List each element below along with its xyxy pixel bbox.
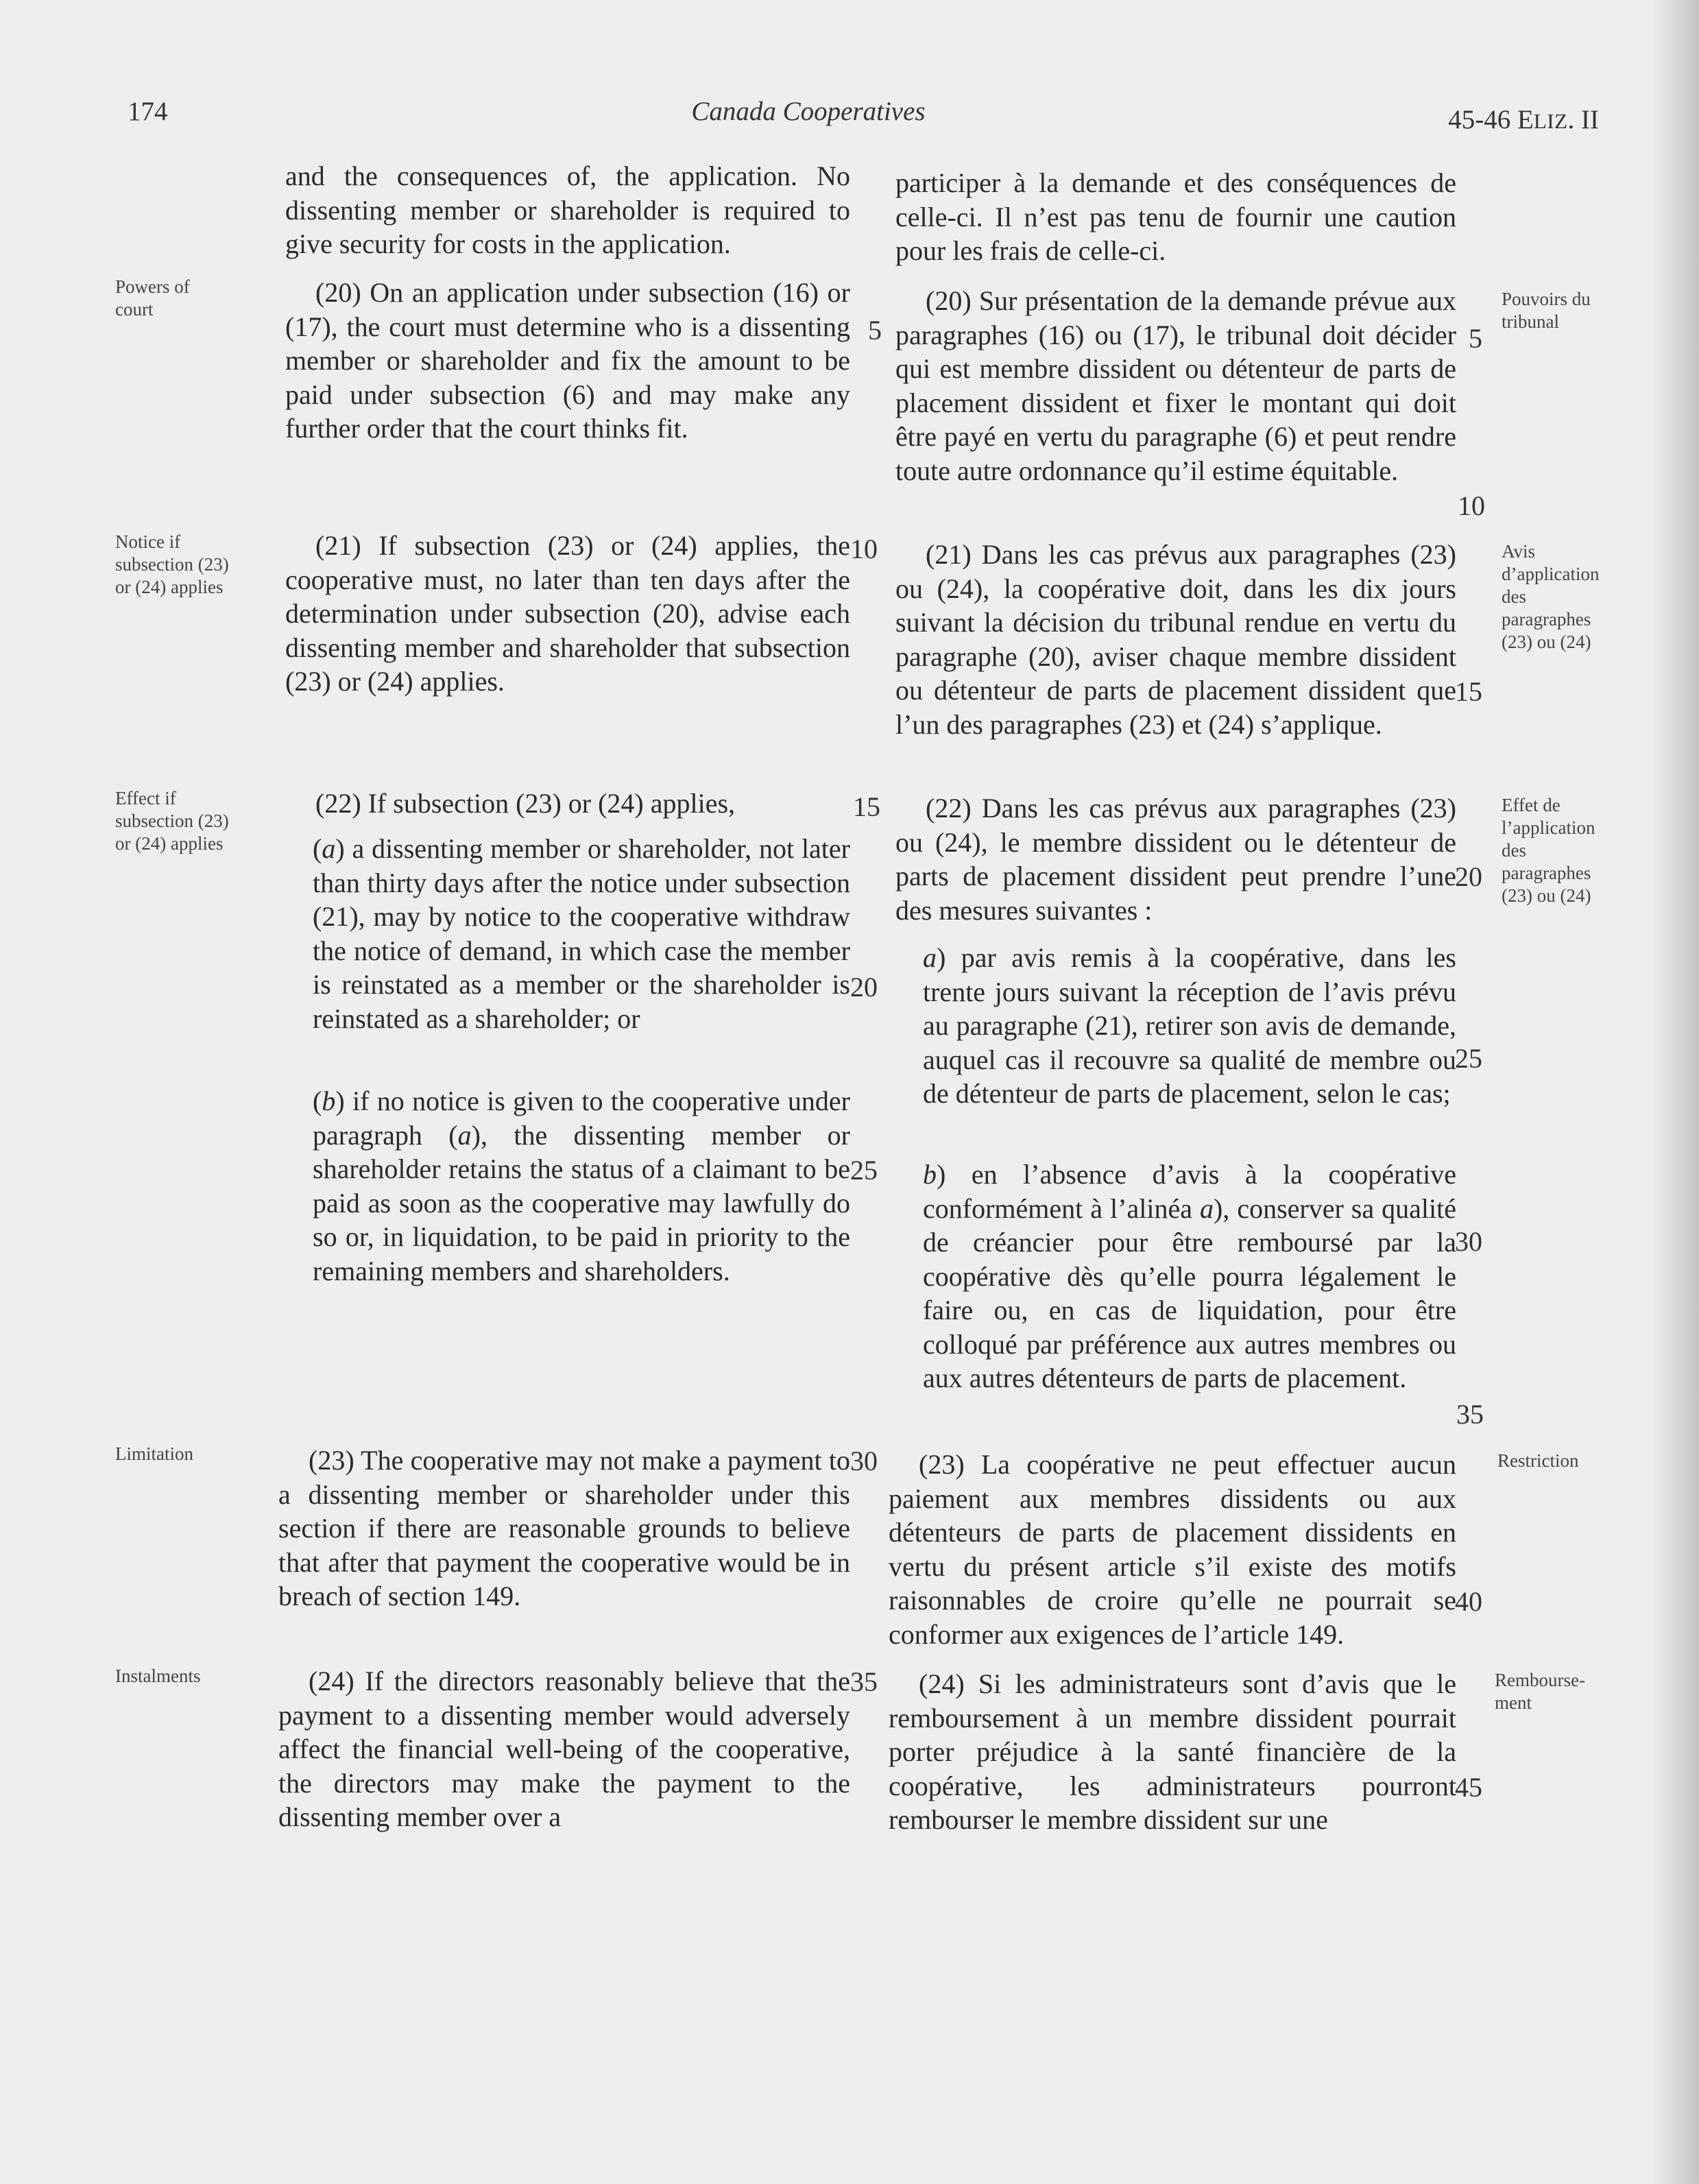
regnal-year-smallcaps: LIZ xyxy=(1533,109,1568,133)
fr-line-number: 30 xyxy=(1455,1226,1482,1257)
fr-22b-body: ), conserver sa qualité de créancier pour être remboursé par la coopérative dès qu’elle pourra légalement le faire ou, en cas de liquidation, pour être colloqué par préférence aux autres membres ou aux autres détenteurs de parts de placement. xyxy=(923,1192,1456,1393)
en-continuation-text: and the consequences of, the application. No dissenting member or shareholder is required to give security for costs in the application. xyxy=(285,160,850,259)
fr-line-number: 10 xyxy=(1458,490,1485,521)
en-22b-letter: b xyxy=(322,1085,336,1116)
en-subsection-22 xyxy=(285,787,850,821)
regnal-year-suffix: . II xyxy=(1567,105,1599,134)
en-line-number: 20 xyxy=(850,972,878,1003)
en-subsection-23-text: (23) The cooperative may not make a payment to a dissenting member or shareholder under this section if there are reasonable grounds to believe that after that payment the cooperative would be in breach of section 149. xyxy=(278,1445,850,1611)
fr-subsection-22-text: (22) Dans les cas prévus aux paragraphes (23) ou (24), le membre dissident ou le détenteur de parts de placement dissident peut prendre l’une des mesures suivantes : xyxy=(895,793,1456,926)
fr-margin-instalments: Rembourse-ment xyxy=(1495,1670,1585,1713)
en-subsection-24 xyxy=(278,1664,850,1834)
en-paragraph-22a-text xyxy=(285,832,850,1035)
fr-subsection-21-text: (21) Dans les cas prévus aux paragraphes (23) ou (24), la coopérative doit, dans les dix jours suivant la décision du tribunal rendue en vertu du paragraphe (20), aviser chaque membre dissident ou détenteur de parts de placement dissident que l’un des paragraphes (23) et (24) s’applique. xyxy=(895,539,1456,740)
fr-margin-effect: Effet de l’application des paragraphes (23) ou (24) xyxy=(1502,795,1595,906)
fr-subsection-24 xyxy=(889,1667,1456,1837)
en-22b-body: ), the dissenting member or shareholder retains the status of a claimant to be paid as soon as the cooperative may lawfully do so or, in liquidation, to be paid in priority to the remaining members and shareholders. xyxy=(313,1119,850,1286)
fr-subsection-21 xyxy=(895,538,1456,741)
fr-continuation-text: participer à la demande et des conséquences de celle-ci. Il n’est pas tenu de fournir une caution pour les frais de celle-ci. xyxy=(895,167,1456,266)
fr-line-number: 45 xyxy=(1455,1772,1482,1803)
fr-paragraph-22b-text xyxy=(895,1157,1456,1395)
en-margin-limitation: Limitation xyxy=(115,1443,193,1464)
en-line-number: 5 xyxy=(868,315,882,346)
regnal-year xyxy=(1448,104,1599,135)
running-title xyxy=(0,96,1699,127)
fr-margin-notice: Avis d’application des paragraphes (23) ou (24) xyxy=(1502,541,1600,652)
fr-subsection-20-text: (20) Sur présentation de la demande prévue aux paragraphes (16) ou (17), le tribunal doit décider qui est membre dissident ou détenteur de parts de placement dissident et fixer le montant qui doit être payé en vertu du paragraphe (6) et peut rendre toute autre ordonnance qu’il estime équitable. xyxy=(895,285,1456,486)
fr-margin-powers-of-court: Pouvoirs du tribunal xyxy=(1502,289,1591,332)
en-line-number: 15 xyxy=(853,791,880,822)
fr-line-number: 15 xyxy=(1455,676,1482,707)
en-subsection-20 xyxy=(285,276,850,446)
fr-line-number: 5 xyxy=(1469,323,1482,354)
fr-22a-body: ) par avis remis à la coopérative, dans les trente jours suivant la réception de l’avis prévu au paragraphe (21), retirer son avis de demande, auquel cas il recouvre sa qualité de membre ou de détenteur de parts de placement, selon le cas; xyxy=(923,942,1456,1109)
fr-subsection-22 xyxy=(895,791,1456,927)
fr-paragraph-22b xyxy=(895,1157,1456,1395)
en-subsection-21-text: (21) If subsection (23) or (24) applies, the cooperative must, no later than ten days after the determination under subsection (20), advise each dissenting member and shareholder that subsection (23) or (24) applies. xyxy=(285,530,850,697)
en-22b-mid: ) if no notice is given to the cooperative under paragraph ( xyxy=(313,1085,850,1151)
en-line-number: 10 xyxy=(850,533,878,564)
fr-line-number: 40 xyxy=(1455,1586,1482,1617)
en-22a-open: ( xyxy=(313,833,322,864)
en-subsection-20-text: (20) On an application under subsection (16) or (17), the court must determine who is a dissenting member or shareholder and fix the amount to be paid under subsection (6) and may make any further order that the court thinks fit. xyxy=(285,277,850,444)
fr-paragraph-22a xyxy=(895,941,1456,1111)
fr-paragraph-22a-text xyxy=(895,941,1456,1111)
fr-line-number: 25 xyxy=(1455,1043,1482,1074)
en-line-number: 30 xyxy=(850,1445,878,1476)
en-subsection-23 xyxy=(278,1443,850,1613)
fr-subsection-24-text: (24) Si les administrateurs sont d’avis que le remboursement à un membre dissident pourrait porter préjudice à la santé financière de la coopérative, les administrateurs pourront rembourser le membre dissident sur une xyxy=(889,1668,1456,1835)
en-margin-notice: Notice if subsection (23) or (24) applies xyxy=(115,531,229,597)
en-paragraph-22a xyxy=(285,832,850,1035)
fr-22b-letter: b xyxy=(923,1159,937,1190)
en-margin-instalments: Instalments xyxy=(115,1666,201,1686)
en-continuation xyxy=(285,159,850,261)
fr-22b-mid: ) en l’absence d’avis à la coopérative conformément à l’alinéa xyxy=(923,1159,1456,1224)
en-paragraph-22b xyxy=(285,1084,850,1288)
en-subsection-24-text: (24) If the directors reasonably believe that the payment to a dissenting member would adversely affect the financial well-being of the cooperative, the directors may make the payment to the dissenting member over a xyxy=(278,1666,850,1832)
regnal-year-prefix: 45-46 E xyxy=(1448,105,1534,134)
fr-subsection-23-text: (23) La coopérative ne peut effectuer aucun paiement aux membres dissidents ou aux détenteurs de parts de placement dissidents en vertu du présent article s’il existe des motifs raisonnables de croire qu’elle ne pourrait se conformer aux exigences de l’article 149. xyxy=(889,1449,1456,1650)
en-22b-open: ( xyxy=(313,1085,322,1116)
en-22a-body: ) a dissenting member or shareholder, not later than thirty days after the notice under subsection (21), may by notice to the cooperative withdraw the notice of demand, in which case the member is reinstated as a member or the shareholder is reinstated as a shareholder; or xyxy=(313,833,850,1034)
running-title-text: Canada Cooperatives xyxy=(691,97,926,126)
en-line-number: 35 xyxy=(850,1666,878,1697)
fr-22a-letter: a xyxy=(923,942,937,973)
en-22b-ref: a xyxy=(457,1119,472,1151)
en-subsection-22-text: (22) If subsection (23) or (24) applies, xyxy=(315,788,736,819)
en-margin-powers-of-court: Powers of court xyxy=(115,276,190,320)
en-22a-letter: a xyxy=(322,833,336,864)
fr-line-number: 20 xyxy=(1455,861,1482,892)
fr-subsection-23 xyxy=(889,1448,1456,1651)
en-subsection-21 xyxy=(285,529,850,699)
fr-subsection-20 xyxy=(895,284,1456,488)
fr-22b-ref: a xyxy=(1199,1192,1214,1224)
fr-continuation xyxy=(895,166,1456,268)
page-number: 174 xyxy=(128,97,168,126)
en-paragraph-22b-text xyxy=(285,1084,850,1288)
en-margin-effect: Effect if subsection (23) or (24) applies xyxy=(115,788,229,854)
fr-line-number: 35 xyxy=(1456,1399,1484,1430)
fr-margin-limitation: Restriction xyxy=(1497,1450,1579,1471)
en-line-number: 25 xyxy=(850,1155,878,1186)
binding-shadow xyxy=(1651,0,1699,2184)
